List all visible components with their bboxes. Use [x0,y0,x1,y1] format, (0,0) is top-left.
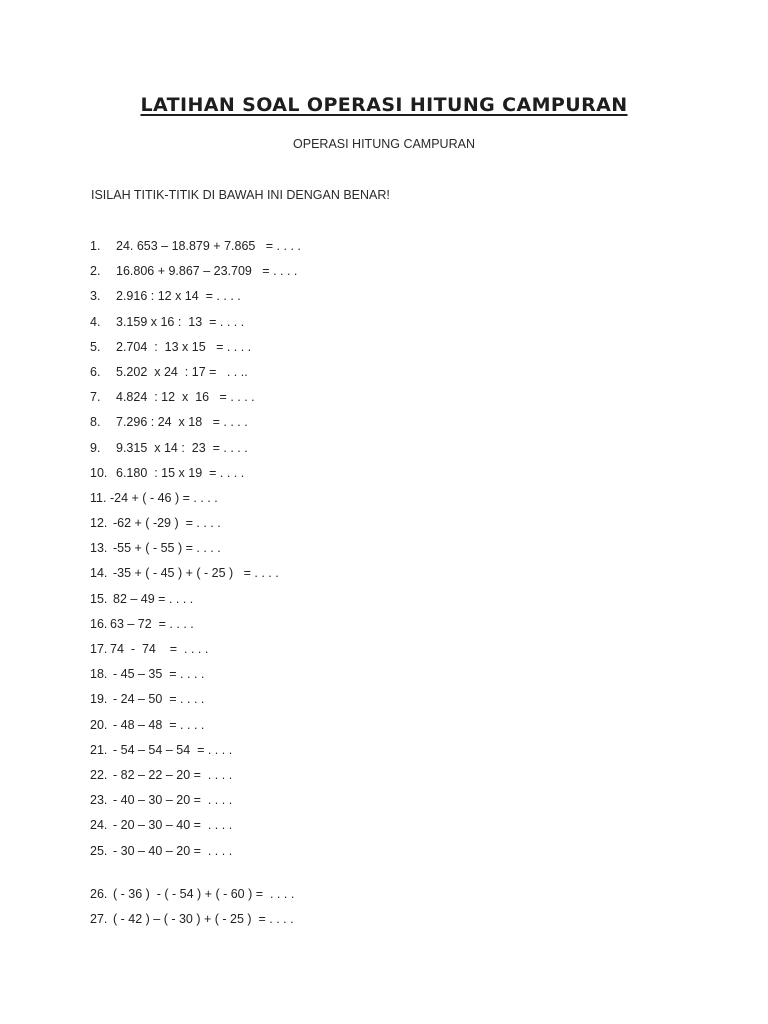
question-expression: - 40 – 30 – 20 = . . . . [113,793,233,808]
question-number: 24. [90,818,108,833]
question-expression: 7.296 : 24 x 18 = . . . . [116,415,248,430]
question-number: 20. [90,717,108,732]
question-item [90,490,690,515]
question-number: 7. [90,390,101,405]
question-item [90,565,690,590]
question-item [90,515,690,540]
question-item [90,540,690,565]
question-item [90,288,690,313]
question-item [90,792,690,817]
question-item [90,691,690,716]
question-item [90,238,690,263]
question-expression: 3.159 x 16 : 13 = . . . . [116,314,245,329]
question-item [90,616,690,641]
question-number: 25. [90,843,108,858]
question-expression: 24. 653 – 18.879 + 7.865 = . . . . [116,239,301,253]
question-expression: 6.180 : 15 x 19 = . . . . [116,465,245,480]
question-expression: - 54 – 54 – 54 = . . . . [113,742,233,757]
question-expression: - 24 – 50 = . . . . [113,692,205,707]
question-item [90,591,690,616]
question-expression: - 48 – 48 = . . . . [113,717,205,732]
question-item [90,414,690,439]
question-item [90,742,690,767]
question-expression: 9.315 x 14 : 23 = . . . . [116,440,248,455]
question-item [90,339,690,364]
question-expression: 74 - 74 = . . . . [110,642,209,656]
question-number: 8. [90,415,101,430]
question-number: 27. [90,911,108,926]
question-item [90,263,690,288]
question-item [90,886,690,911]
question-item [90,389,690,414]
question-item [90,817,690,842]
question-number: 16. [90,616,108,631]
question-item [90,465,690,490]
question-item [90,767,690,792]
question-item [90,717,690,742]
instruction-text: ISILAH TITIK-TITIK DI BAWAH INI DENGAN BENAR! [91,188,390,202]
page-subtitle: OPERASI HITUNG CAMPURAN [293,137,475,151]
question-item [90,364,690,389]
question-number: 3. [90,289,101,304]
question-item [90,314,690,339]
question-number: 12. [90,516,108,531]
question-number: 15. [90,591,108,606]
question-number: 1. [90,239,101,253]
question-item [90,911,690,936]
question-expression: -35 + ( - 45 ) + ( - 25 ) = . . . . [113,566,279,581]
question-number: 18. [90,667,108,682]
question-expression: -55 + ( - 55 ) = . . . . [113,541,221,556]
question-item [90,843,690,868]
question-expression: - 20 – 30 – 40 = . . . . [113,818,233,833]
question-number: 5. [90,339,101,354]
question-number: 9. [90,440,101,455]
question-number: 21. [90,742,108,757]
question-number: 22. [90,767,108,782]
question-item [90,641,690,666]
question-number: 2. [90,264,101,279]
question-number: 11. [90,490,107,505]
question-number: 4. [90,314,101,329]
question-expression: 2.916 : 12 x 14 = . . . . [116,289,241,304]
question-number: 6. [90,364,101,379]
question-number: 23. [90,793,108,808]
question-expression: 2.704 : 13 x 15 = . . . . [116,339,252,354]
question-expression: ( - 36 ) - ( - 54 ) + ( - 60 ) = . . . . [113,886,295,901]
question-number: 10. [90,465,108,480]
question-expression: ( - 42 ) – ( - 30 ) + ( - 25 ) = . . . . [113,911,294,926]
question-expression: 16.806 + 9.867 – 23.709 = . . . . [116,264,298,279]
question-expression: 4.824 : 12 x 16 = . . . . [116,390,255,405]
page-title: LATIHAN SOAL OPERASI HITUNG CAMPURAN [140,94,628,116]
question-number: 26. [90,886,108,901]
question-number: 17. [90,642,108,656]
question-number: 19. [90,692,108,707]
question-expression: - 82 – 22 – 20 = . . . . [113,767,233,782]
question-expression: -62 + ( -29 ) = . . . . [113,516,221,531]
question-expression: 82 – 49 = . . . . [113,591,194,606]
question-number: 13. [90,541,108,556]
question-expression: - 45 – 35 = . . . . [113,667,205,682]
question-item [90,440,690,465]
question-number: 14. [90,566,108,581]
question-expression: 5.202 x 24 : 17 = . . .. [116,364,248,379]
question-expression: 63 – 72 = . . . . [110,616,194,631]
question-item [90,666,690,691]
question-expression: -24 + ( - 46 ) = . . . . [110,490,218,505]
question-expression: - 30 – 40 – 20 = . . . . [113,843,233,858]
question-list [90,238,690,936]
